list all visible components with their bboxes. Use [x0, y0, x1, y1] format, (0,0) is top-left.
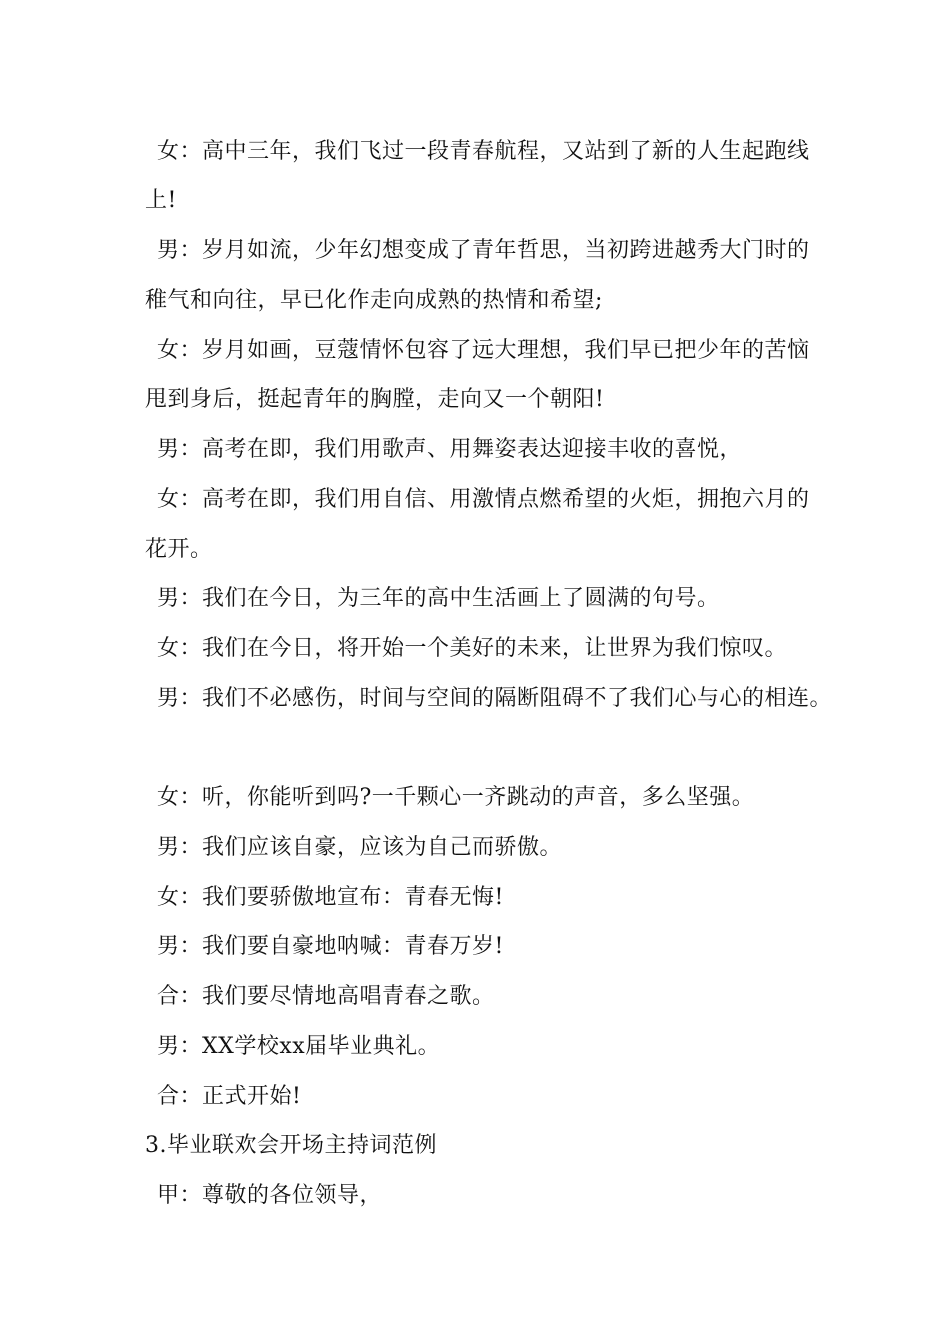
text-line: 稚气和向往，早已化作走向成熟的热情和希望; — [145, 288, 603, 313]
text-line: 花开。 — [145, 537, 213, 562]
text-line: 男：我们要自豪地呐喊：青春万岁! — [157, 934, 504, 959]
text-line: 合：我们要尽情地高唱青春之歌。 — [157, 984, 495, 1009]
section-heading: 3.毕业联欢会开场主持词范例 — [145, 1133, 437, 1158]
text-line: 男：XX学校xx届毕业典礼。 — [157, 1034, 441, 1059]
text-line: 男：我们不必感伤，时间与空间的隔断阻碍不了我们心与心的相连。 — [157, 686, 833, 711]
text-line: 女：高考在即，我们用自信、用激情点燃希望的火炬，拥抱六月的 — [157, 487, 810, 512]
text-line: 男：岁月如流，少年幻想变成了青年哲思，当初跨进越秀大门时的 — [157, 238, 810, 263]
text-line: 男：高考在即，我们用歌声、用舞姿表达迎接丰收的喜悦， — [157, 437, 743, 462]
text-line: 女：我们在今日，将开始一个美好的未来，让世界为我们惊叹。 — [157, 636, 788, 661]
text-line: 上! — [145, 188, 177, 213]
text-line: 女：我们要骄傲地宣布：青春无悔! — [157, 885, 504, 910]
text-line: 男：我们在今日，为三年的高中生活画上了圆满的句号。 — [157, 586, 720, 611]
text-line: 甩到身后，挺起青年的胸膛，走向又一个朝阳! — [145, 387, 605, 412]
text-line: 女：听，你能听到吗?一千颗心一齐跳动的声音，多么坚强。 — [157, 785, 755, 810]
text-line: 女：岁月如画，豆蔻情怀包容了远大理想，我们早已把少年的苦恼 — [157, 338, 810, 363]
text-line: 女：高中三年，我们飞过一段青春航程，又站到了新的人生起跑线 — [157, 139, 810, 164]
text-line: 男：我们应该自豪，应该为自己而骄傲。 — [157, 835, 563, 860]
text-line: 合：正式开始! — [157, 1084, 302, 1109]
text-line: 甲：尊敬的各位领导， — [157, 1183, 383, 1208]
